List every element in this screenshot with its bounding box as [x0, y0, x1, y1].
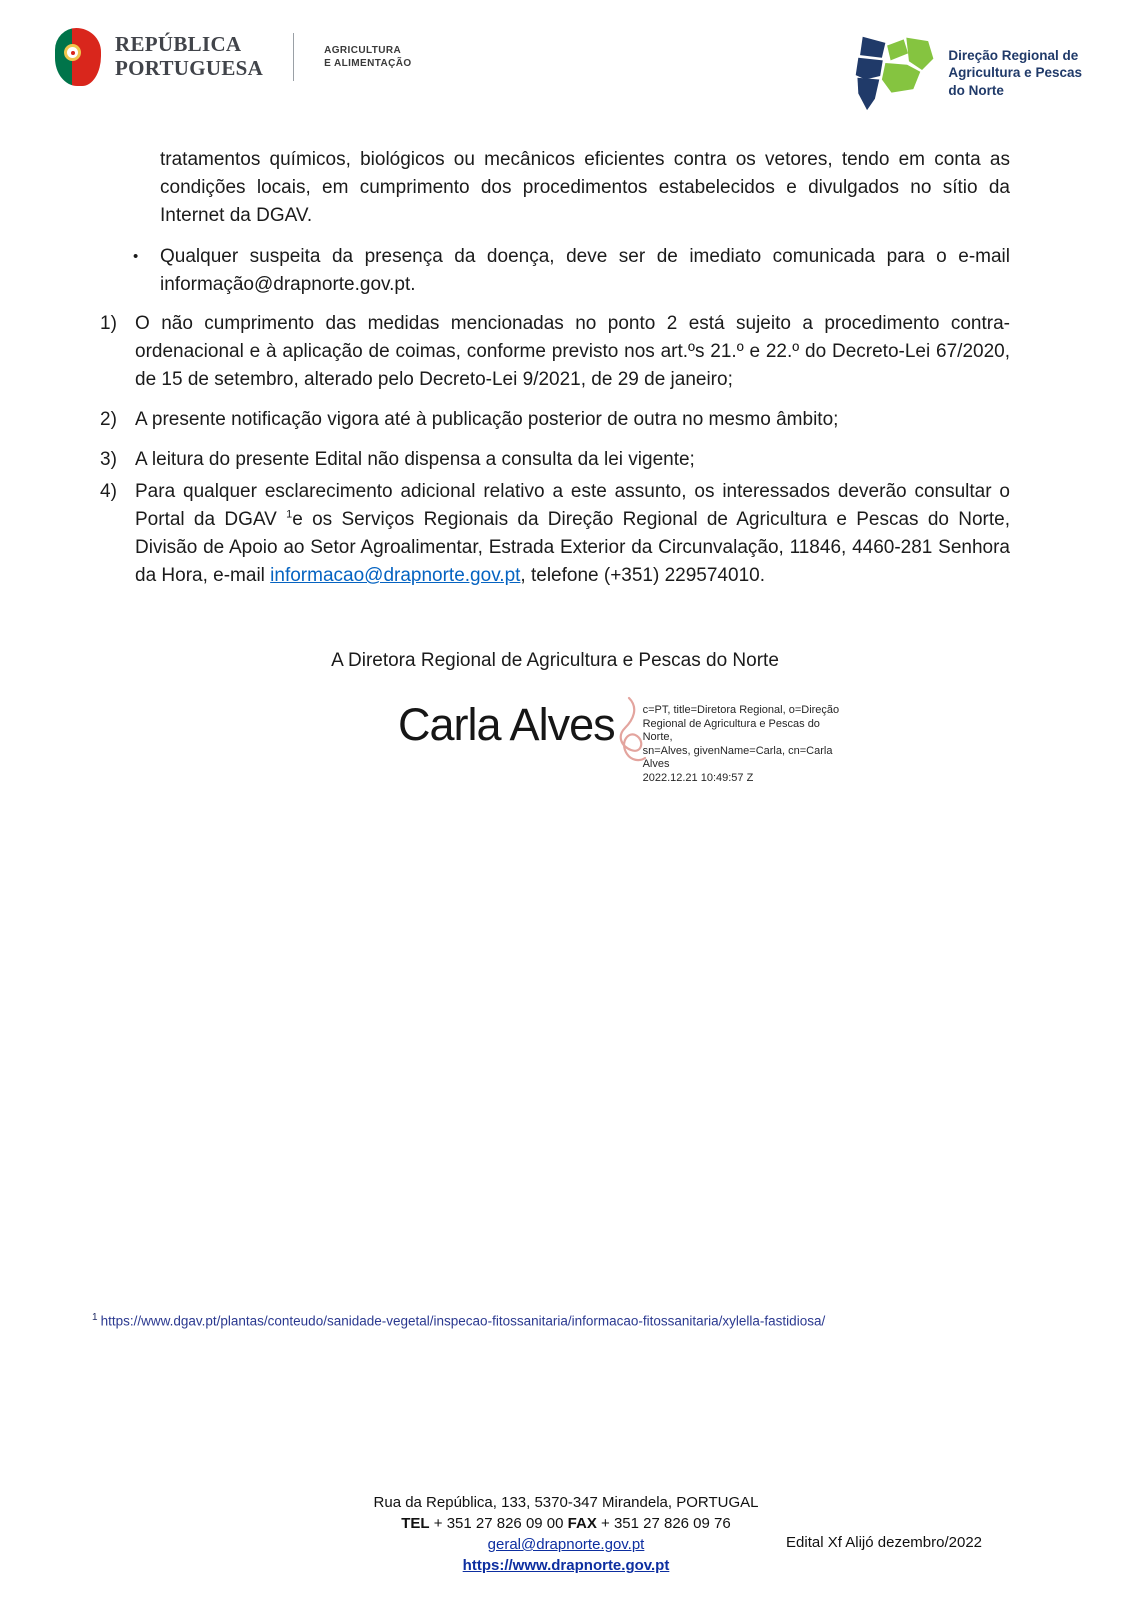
drapn-map-icon — [840, 30, 936, 116]
fax-number: + 351 27 826 09 76 — [596, 1515, 731, 1532]
item-number: 1) — [100, 313, 117, 334]
gov-department — [324, 44, 411, 70]
gov-title-line2: PORTUGUESA — [115, 56, 264, 80]
numbered-item-4 — [100, 478, 1010, 590]
drapn-text-line3: do Norte — [948, 82, 1004, 98]
drapn-brand — [840, 30, 1082, 116]
signatory-role: A Diretora Regional de Agricultura e Pescas do Norte — [331, 650, 779, 671]
document-reference: Edital Xf Alijó dezembro/2022 — [786, 1534, 982, 1551]
item-text — [135, 478, 1010, 590]
continuation-paragraph — [100, 146, 1010, 230]
item-text-before: Para qualquer esclarecimento adicional relativo a este assunto, os interessados deverão consultar o Portal da DGAV — [135, 481, 1010, 530]
footer-website-link[interactable]: https://www.drapnorte.gov.pt — [462, 1557, 670, 1574]
gov-title — [115, 33, 263, 80]
footnote-marker: 1 — [92, 1312, 98, 1323]
fax-label: FAX — [567, 1515, 597, 1532]
email-link[interactable]: informacao@drapnorte.gov.pt — [270, 565, 521, 586]
numbered-item-2 — [100, 406, 1010, 434]
item-text: A presente notificação vigora até à publicação posterior de outra no mesmo âmbito; — [135, 409, 839, 430]
paragraph-text: tratamentos químicos, biológicos ou mecânicos eficientes contra os vetores, tendo em conta as condições locais, em cumprimento dos procedimentos estabelecidos e divulgados no sítio da Internet da DGAV. — [160, 149, 1010, 226]
item-number: 4) — [100, 481, 117, 502]
drapn-text-line1: Direção Regional de — [948, 47, 1079, 63]
cert-line: 2022.12.21 10:49:57 Z — [642, 771, 754, 784]
numbered-item-1 — [100, 310, 1010, 394]
bullet-text: Qualquer suspeita da presença da doença, deve ser de imediato comunicada para o e-mail informação@drapnorte.gov.pt. — [160, 246, 1010, 295]
bullet-item — [100, 243, 1010, 299]
item-text: O não cumprimento das medidas mencionadas no ponto 2 está sujeito a procedimento contra-ordenacional e à aplicação de coimas, conforme previsto nos art.ºs 21.º e 22.º do Decreto-Lei 67/2020, de 15 de setembro, alterado pelo Decreto-Lei 9/2021, de 29 de janeiro; — [135, 313, 1010, 390]
gov-dept-line1: AGRICULTURA — [324, 45, 402, 56]
drapn-logo-text — [948, 47, 1082, 100]
item-number: 2) — [100, 409, 117, 430]
tel-number: + 351 27 826 09 00 — [429, 1515, 568, 1532]
drapn-text-line2: Agricultura e Pescas — [948, 65, 1082, 81]
footer-phones — [0, 1513, 1132, 1534]
footnote — [92, 1312, 825, 1329]
cert-line: sn=Alves, givenName=Carla, cn=Carla Alves — [642, 744, 833, 770]
numbered-item-3 — [100, 446, 1010, 474]
footer-address: Rua da República, 133, 5370-347 Mirandela, PORTUGAL — [373, 1494, 759, 1511]
certificate-details — [643, 690, 843, 785]
armillary-sphere-icon — [64, 44, 81, 61]
tel-label: TEL — [401, 1515, 430, 1532]
bullet-marker: • — [133, 248, 139, 265]
item-text-after: , telefone (+351) 229574010. — [520, 565, 765, 586]
item-text: A leitura do presente Edital não dispensa a consulta da lei vigente; — [135, 449, 695, 470]
signature-name: Carla Alves — [398, 699, 615, 750]
footnote-url-link[interactable]: https://www.dgav.pt/plantas/conteudo/sanidade-vegetal/inspecao-fitossanitaria/informacao-fitossanitaria/xylella-fastidiosa/ — [100, 1313, 826, 1329]
digital-signature-block — [398, 690, 843, 785]
header-divider — [293, 33, 294, 81]
portugal-flag-icon — [55, 28, 101, 86]
footer-email-link[interactable]: geral@drapnorte.gov.pt — [487, 1536, 645, 1553]
footnote-reference: 1 — [286, 508, 293, 521]
signature-flourish-icon — [609, 694, 655, 766]
gov-title-line1: REPÚBLICA — [115, 32, 242, 57]
gov-dept-line2: E ALIMENTAÇÃO — [324, 58, 412, 69]
page-header — [55, 28, 1082, 116]
republica-portuguesa-brand — [55, 28, 412, 86]
cert-line: Regional de Agricultura e Pescas do Norte, — [642, 717, 820, 743]
item-number: 3) — [100, 449, 117, 470]
cert-line: c=PT, title=Diretora Regional, o=Direção — [642, 704, 840, 716]
item-text-middle: e os Serviços Regionais da Direção Regional de Agricultura e Pescas do Norte, Divisão de Apoio ao Setor Agroalimentar, Estrada Exterior da Circunvalação, 11846, 4460-281 Senhora da Hora, e-mail — [135, 509, 1010, 586]
